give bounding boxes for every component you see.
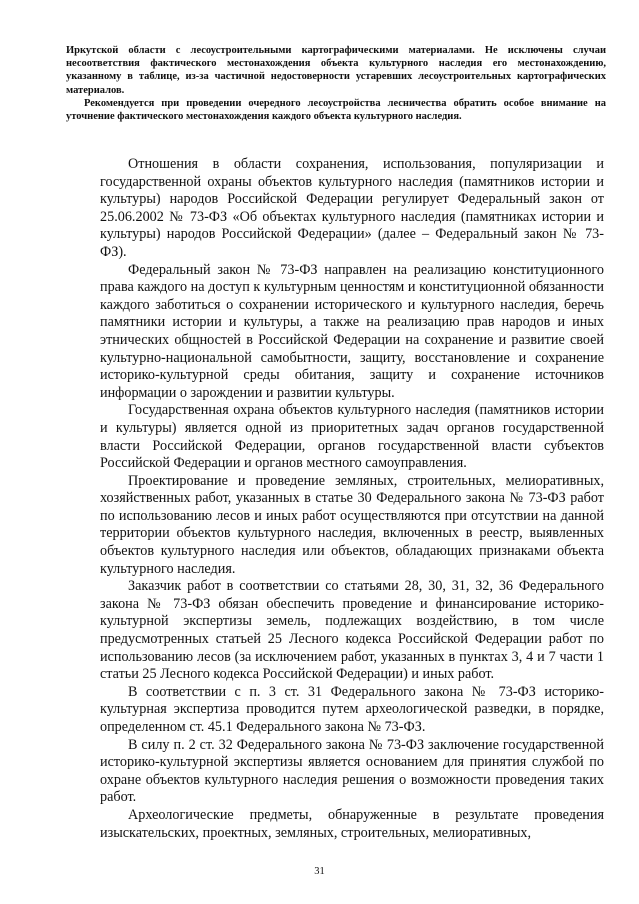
body-paragraph: Археологические предметы, обнаруженные в результате проведения изыскательских, проектных, земляных, строительных, мелиоративных, bbox=[100, 806, 604, 841]
body-paragraph: Федеральный закон № 73-ФЗ направлен на реализацию конституционного права каждого на доступ к культурным ценностям и конституционной обязанности каждого заботиться о сохранении исторического и культурного наследия, беречь памятники истории и культуры, а также на реализацию прав народов и иных этнических общностей в Российской Федерации на сохранение и развитие своей культурно-национальной самобытности, защиту, восстановление и сохранение историко-культурной среды обитания, защиту и сохранение источников информации о зарождении и развитии культуры. bbox=[100, 261, 604, 401]
body-text bbox=[100, 156, 604, 842]
body-paragraph: В силу п. 2 ст. 32 Федерального закона № 73-ФЗ заключение государственной историко-культурной экспертизы является основанием для принятия службой по охране объектов культурного наследия решения о возможности проведения таких работ. bbox=[100, 736, 604, 806]
page-number: 31 bbox=[314, 866, 325, 877]
header-note-recommendation: Рекомендуется при проведении очередного лесоустройства лесничества обратить особое внимание на уточнение фактического местонахождения каждого объекта культурного наследия. bbox=[66, 97, 606, 123]
body-paragraph: Заказчик работ в соответствии со статьями 28, 30, 31, 32, 36 Федерального закона № 73-ФЗ обязан обеспечить проведение и финансирование историко-культурной экспертизы земель, подлежащих воздействию, в том числе предусмотренных статьей 25 Лесного кодекса Российской Федерации работ по использованию лесов (за исключением работ, указанных в пунктах 3, 4 и 7 части 1 статьи 25 Лесного кодекса Российской Федерации) и иных работ. bbox=[100, 578, 604, 683]
header-note-paragraph: Иркутской области с лесоустроительными картографическими материалами. Не исключены случаи несоответствия фактического местонахождения объекта культурного наследия его местонахождению, указанному в таблице, из-за частичной недостоверности устаревших лесоустроительных картографических материалов. bbox=[66, 45, 606, 96]
body-paragraph: Отношения в области сохранения, использования, популяризации и государственной охраны объектов культурного наследия (памятников истории и культуры) народов Российской Федерации регулирует Федеральный закон от 25.06.2002 № 73-ФЗ «Об объектах культурного наследия (памятниках истории и культуры) народов Российской Федерации» (далее – Федеральный закон № 73-ФЗ). bbox=[100, 156, 604, 260]
body-paragraph: В соответствии с п. 3 ст. 31 Федерального закона № 73-ФЗ историко-культурная экспертиза проводится путем археологической разведки, в порядке, определенном ст. 45.1 Федерального закона № 73-ФЗ. bbox=[100, 683, 604, 735]
body-paragraph: Государственная охрана объектов культурного наследия (памятников истории и культуры) является одной из приоритетных задач органов государственной власти Российской Федерации, органов государственной власти субъектов Российской Федерации и органов местного самоуправления. bbox=[100, 402, 604, 472]
header-note bbox=[66, 44, 606, 123]
body-paragraph: Проектирование и проведение земляных, строительных, мелиоративных, хозяйственных работ, указанных в статье 30 Федерального закона № 73-ФЗ работ по использованию лесов и иных работ осуществляются при отсутствии на данной территории объектов культурного наследия, включенных в реестр, выявленных объектов культурного наследия или объектов, обладающих признаками объекта культурного наследия. bbox=[100, 472, 604, 577]
